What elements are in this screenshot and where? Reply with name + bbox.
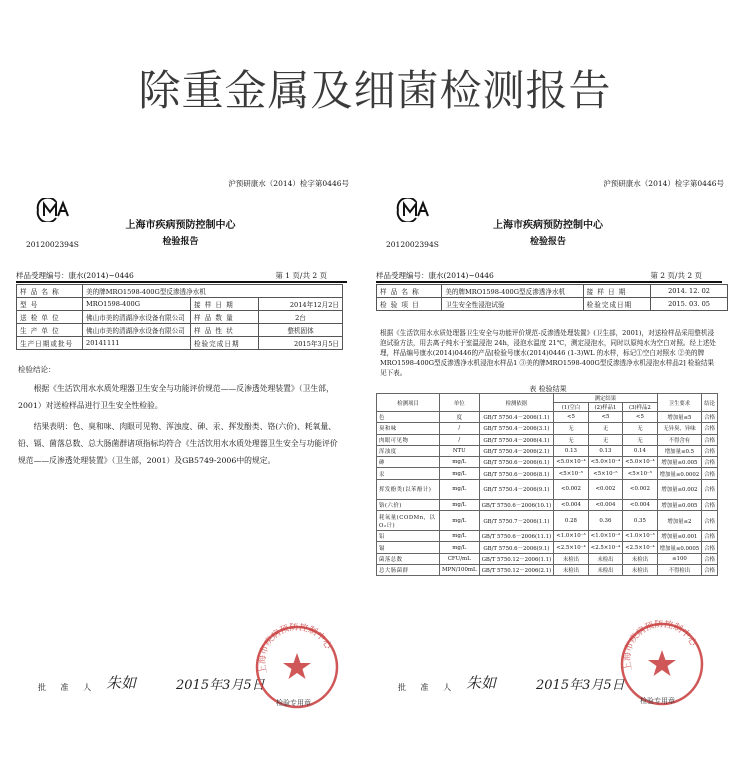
sample-info-table [16,284,343,350]
table-row [377,564,718,575]
table-cell: 挥发酚类(以苯酚计) [377,479,440,499]
table-cell: 未检出 [623,564,657,575]
table-row [377,511,718,531]
seal-caption: 检验专用章 [640,697,675,705]
table-cell: 增加量≤0.005 [657,499,702,510]
table-cell: <2.5×10⁻⁴ [554,542,588,553]
info-label: 接 样 日 期 [583,285,650,298]
table-cell: <5.0×10⁻⁴ [588,457,622,468]
table-cell: 增加量≤0.0005 [657,542,702,553]
column-header: 单位 [439,394,479,412]
table-cell: 合格 [702,542,718,553]
table-cell: GB/T 5750.4－2006(1.1) [479,412,554,423]
divider [16,281,347,283]
sample-info-table [376,284,728,311]
certificate-number: 2012002394S [26,240,79,249]
table-row [377,553,718,564]
table-cell: mg/L [439,499,479,510]
info-label: 生产日期或批号 [17,337,83,350]
table-cell: / [439,434,479,445]
table-row [17,324,343,337]
table-cell: 无 [588,423,622,434]
table-cell: 未检出 [588,564,622,575]
table-caption: 表 检验结果 [529,385,567,393]
page-indicator: 第 2 页/共 2 页 [650,271,702,280]
table-row [17,285,343,298]
report-page-2 [368,178,728,758]
table-cell: 度 [439,412,479,423]
table-cell: <5 [554,412,588,423]
table-cell: GB/T 5750.6－2006(11.1) [479,531,554,542]
table-cell: 色 [377,412,440,423]
table-cell: 合格 [702,412,718,423]
table-row [17,311,343,324]
column-header: 卫生要求 [657,394,702,412]
info-label: 生 产 单 位 [17,324,83,337]
report-heading: 检验报告 [162,237,199,247]
approver-label: 批 准 人 [398,683,458,692]
table-cell: 未检出 [588,553,622,564]
table-cell: mg/L [439,542,479,553]
results-table [376,393,718,576]
table-cell: 0.36 [588,511,622,531]
column-header: (3)样品2 [623,403,657,412]
table-cell: 0.35 [623,511,657,531]
table-cell: 0.13 [554,445,588,456]
sample-number: 样品受理编号：康水(2014)~0446 [376,271,494,280]
table-cell: 汞 [377,468,440,479]
table-cell: mg/L [439,468,479,479]
table-header-row [377,394,718,403]
info-label: 样 品 数 量 [191,311,259,324]
table-cell: 合格 [702,553,718,564]
table-row [377,285,728,298]
table-row [377,542,718,553]
table-cell: 浑浊度 [377,445,440,456]
info-label: 接 样 日 期 [191,298,259,311]
approval-date: 2015年3月5日 [536,678,625,693]
table-cell: 0.28 [554,511,588,531]
info-value: 2台 [259,311,343,324]
table-cell: mg/L [439,457,479,468]
info-value: 佛山市美的清湖净水设备有限公司 [83,324,191,337]
table-cell: <0.002 [588,479,622,499]
table-cell: 增加量≤0.0002 [657,468,702,479]
info-value: 佛山市美的清湖净水设备有限公司 [83,311,191,324]
table-cell: <5×10⁻⁵ [588,468,622,479]
table-cell: 合格 [702,479,718,499]
table-cell: 未检出 [623,553,657,564]
column-header: 结论 [702,394,718,412]
table-row [377,445,718,456]
table-cell: 合格 [702,445,718,456]
info-label: 检 验 项 目 [377,298,442,311]
svg-text:上海市疾病预防控制中心: 上海市疾病预防控制中心 [622,620,698,672]
sample-number-line [376,270,722,281]
divider [376,281,722,283]
table-cell: MPN/100mL [439,564,479,575]
table-row [377,531,718,542]
table-cell: 臭和味 [377,423,440,434]
info-value: 2014. 12. 02 [651,285,728,298]
table-cell: 肉眼可见物 [377,434,440,445]
table-cell: 无 [623,423,657,434]
info-value: MRO1598-400G [83,298,191,311]
table-cell: 总大肠菌群 [377,564,440,575]
table-cell: mg/L [439,479,479,499]
info-label: 样 品 名 称 [17,285,83,298]
table-cell: <0.002 [554,479,588,499]
page-indicator: 第 1 页/共 2 页 [275,271,327,280]
table-cell: 不得含有 [657,434,702,445]
table-row [17,337,343,350]
seal-caption: 检验专用章 [276,699,311,707]
conclusion-paragraph-2: 结果表明：色、臭和味、肉眼可见物、浑浊度、砷、汞、挥发酚类、铬(六价)、耗氧量、铅、镉、菌落总数、总大肠菌群诸项指标均符合《生活饮用水水质处理器卫生安全与功能评价规范——反渗透处理装置》（卫生部，2001）及GB5749-2006中的规定。 [18,422,338,465]
table-cell: 合格 [702,499,718,510]
sample-number-line [16,270,347,281]
table-row [377,434,718,445]
table-cell: 增加量≤2 [657,511,702,531]
column-header: 检测依据 [479,394,554,412]
table-cell: GB/T 5750.6－2006(9.1) [479,542,554,553]
info-value: 美的牌MRO1598-400G型反渗透净水机 [83,285,343,298]
info-label: 型 号 [17,298,83,311]
table-cell: 无 [623,434,657,445]
table-cell: 砷 [377,457,440,468]
table-cell: <1.0×10⁻³ [623,531,657,542]
info-label: 检验完成日期 [583,298,650,311]
conclusion-paragraph-1: 根据《生活饮用水水质处理器卫生安全与功能评价规范——反渗透处理装置》（卫生部，2001）对送检样品进行卫生安全性检验。 [18,384,334,410]
table-row [377,499,718,510]
table-cell: 合格 [702,423,718,434]
info-value: 卫生安全性浸泡试验 [442,298,583,311]
table-cell: GB/T 5750.4－2006(4.1) [479,434,554,445]
table-cell: 0.14 [623,445,657,456]
table-cell: 增加量≤5 [657,412,702,423]
approver-signature: 朱如 [106,674,137,692]
table-cell: GB/T 5750.4－2006(2.1) [479,445,554,456]
page-title: 除重金属及细菌检测报告 [138,66,612,115]
report-heading: 检验报告 [529,237,566,247]
sample-number: 样品受理编号：康水(2014)~0446 [16,271,134,280]
table-cell: <5 [588,412,622,423]
table-cell: <5×10⁻⁵ [554,468,588,479]
table-cell: 增加量≤0.5 [657,445,702,456]
info-label: 样 品 名 称 [377,285,442,298]
table-cell: GB/T 5750.4－2006(3.1) [479,423,554,434]
table-cell: GB/T 5750.7－2006(1.1) [479,511,554,531]
table-cell: 无 [554,434,588,445]
table-cell: 增加量≤0.002 [657,479,702,499]
conclusion-heading: 检验结论： [18,365,56,374]
column-header: (1)空白 [554,403,588,412]
info-value: 20141111 [83,337,191,350]
report-page-1 [8,178,353,758]
table-cell: <5.0×10⁻⁴ [554,457,588,468]
table-cell: <0.002 [623,479,657,499]
info-label: 检验完成日期 [191,337,259,350]
column-header: 检测项目 [377,394,440,412]
column-header: (2)样品1 [588,403,622,412]
table-cell: GB/T 5750.6－2006(6.1) [479,457,554,468]
table-cell: 无 [554,423,588,434]
table-cell: 增加量≤0.001 [657,531,702,542]
table-cell: 镉 [377,542,440,553]
table-cell: 铅 [377,531,440,542]
table-cell: 未检出 [554,553,588,564]
info-label: 样 品 性 状 [191,324,259,337]
organization-name: 上海市疾病预防控制中心 [125,220,236,231]
table-cell: ≤100 [657,553,702,564]
table-cell: 不得检出 [657,564,702,575]
table-cell: GB/T 5750.6－2006(8.1) [479,468,554,479]
table-cell: <1.0×10⁻³ [588,531,622,542]
info-value: 2015. 03. 05 [651,298,728,311]
table-cell: <2.5×10⁻⁴ [623,542,657,553]
organization-name: 上海市疾病预防控制中心 [493,220,603,231]
table-cell: 无 [588,434,622,445]
info-label: 送 检 单 位 [17,311,83,324]
table-cell: 0.13 [588,445,622,456]
column-group-header: 测定结果 [554,394,657,403]
info-value: 整机固体 [259,324,343,337]
table-cell: <2.5×10⁻⁴ [588,542,622,553]
table-cell: GB/T 5750.6－2006(10.1) [479,499,554,510]
table-cell: <0.004 [554,499,588,510]
official-seal-icon [618,620,706,708]
table-row [377,298,728,311]
table-cell: 未检出 [554,564,588,575]
table-cell: 合格 [702,434,718,445]
table-cell: 合格 [702,468,718,479]
table-cell: 耗氧量(CODMn，以 O₂计) [377,511,440,531]
table-cell: <1.0×10⁻³ [554,531,588,542]
table-cell: 无异臭、异味 [657,423,702,434]
table-row [377,412,718,423]
info-value: 2015年3月5日 [259,337,343,350]
table-cell: <0.004 [588,499,622,510]
table-row [377,457,718,468]
seal-text: 上海市疾病预防控制中心 [257,623,333,675]
approver-label: 批 准 人 [38,683,98,692]
table-cell: <0.004 [623,499,657,510]
table-cell: <5×10⁻⁵ [623,468,657,479]
reference-number: 沪预研康水（2014）检字第0446号 [603,179,724,188]
table-cell: mg/L [439,531,479,542]
table-cell: 增加量≤0.005 [657,457,702,468]
approver-signature: 朱如 [466,674,497,692]
info-value: 美的牌MRO1598-400G型反渗透净水机 [442,285,583,298]
table-cell: / [439,423,479,434]
certificate-number: 2012002394S [386,240,439,249]
table-cell: 合格 [702,457,718,468]
table-row [377,479,718,499]
table-cell: GB/T 5750.12－2006(1.1) [479,553,554,564]
table-cell: 合格 [702,564,718,575]
reference-number: 沪预研康水（2014）检字第0446号 [228,179,349,188]
table-row [17,298,343,311]
table-cell: 铬(六价) [377,499,440,510]
table-cell: <5 [623,412,657,423]
table-cell: 合格 [702,511,718,531]
table-cell: 菌落总数 [377,553,440,564]
table-cell: mg/L [439,511,479,531]
table-cell: CFU/mL [439,553,479,564]
approval-date: 2015年3月5日 [176,678,265,693]
table-cell: NTU [439,445,479,456]
table-row [377,423,718,434]
table-cell: <5.0×10⁻⁴ [623,457,657,468]
test-basis-text: 根据《生活饮用水水质处理器卫生安全与功能评价规范-反渗透处理装置》(卫生部，2001)，对送检样品采用整机浸泡试验方法，用去离子纯水于室温浸泡 24h，浸泡水温度 21℃，测定浸泡水，同时以原纯水为空白对照。经上述处理，样品编号康水(2014)0446的产品[检验号康水(2014)0446 (1-3)WL 的水样，标记①空白对照水 ②美的牌MRO1598-400G型反渗透净水机浸泡水样品1 ③美的牌MRO1598-400G型反渗透净水机浸泡水样品2] 检验结果见下表。 [380,329,716,377]
table-cell: GB/T 5750.12－2006(2.1) [479,564,554,575]
table-cell: GB/T 5750.4－2006(9.1) [479,479,554,499]
table-row [377,468,718,479]
info-value: 2014年12月2日 [259,298,343,311]
table-cell: 合格 [702,531,718,542]
